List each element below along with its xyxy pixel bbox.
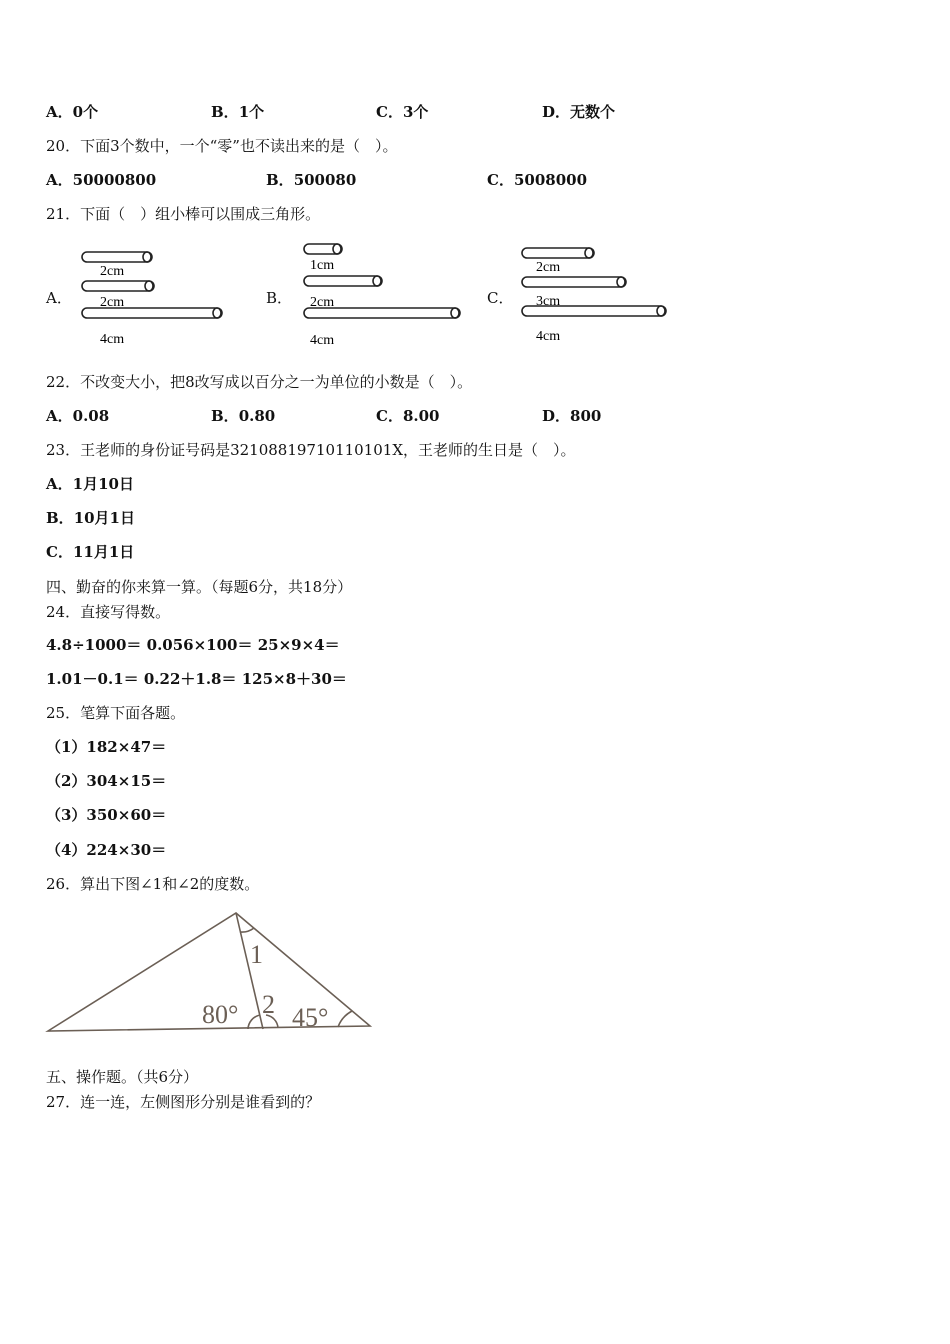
- option-value: 0.08: [72, 407, 110, 425]
- q20-stem: 20．下面3个数中，一个“零”也不读出来的是（ ）。: [46, 137, 398, 155]
- q20-option-b[interactable]: [266, 170, 356, 190]
- stick-end: [145, 281, 153, 291]
- q19-option-c[interactable]: [376, 102, 428, 122]
- q21-sticks-a: [78, 244, 228, 350]
- q24-row-2: 1.01－0.1＝ 0.22＋1.8＝ 125×8＋30＝: [46, 670, 347, 688]
- q27-stem: 27．连一连，左侧图形分别是谁看到的？: [46, 1093, 321, 1111]
- angle-1-label: 1: [250, 940, 263, 969]
- q25-stem: 25．笔算下面各题。: [46, 704, 186, 722]
- stick-end: [657, 306, 665, 316]
- q21-option-c-key[interactable]: C．: [487, 289, 514, 307]
- option-value: 11月1日: [72, 543, 135, 561]
- stick: [522, 248, 594, 258]
- q20-option-c[interactable]: [487, 170, 587, 190]
- option-key: D．: [542, 407, 571, 425]
- q25-item-1: （1）182×47＝: [46, 738, 167, 756]
- stick-end: [373, 276, 381, 286]
- option-value: 5008000: [513, 171, 588, 189]
- stick-end: [451, 308, 459, 318]
- angle-2-label: 2: [262, 990, 275, 1019]
- section-4-title: 四、勤奋的你来算一算。（每题6分，共18分）: [46, 578, 353, 596]
- q22-option-a[interactable]: [46, 406, 109, 426]
- q24-row-1: 4.8÷1000＝ 0.056×100＝ 25×9×4＝: [46, 636, 340, 654]
- stick: [82, 281, 154, 291]
- q26-stem: 26．算出下图∠1和∠2的度数。: [46, 875, 260, 893]
- option-key: C．: [46, 543, 73, 561]
- option-value: 50000800: [72, 171, 157, 189]
- angle-80-label: 80°: [202, 1000, 239, 1029]
- option-value: 10月1日: [73, 509, 135, 527]
- option-key: C．: [376, 103, 403, 121]
- q26-triangle-figure: [40, 905, 380, 1037]
- q23-option-a[interactable]: [46, 474, 134, 494]
- stick-label: 4cm: [310, 333, 335, 348]
- option-key: A．: [46, 103, 73, 121]
- option-key: A．: [46, 407, 73, 425]
- q22-option-c[interactable]: [376, 406, 440, 426]
- angle-1-arc: [240, 928, 254, 932]
- option-value: 1个: [238, 103, 265, 121]
- option-value: 无数个: [570, 103, 616, 121]
- angle-45-label: 45°: [292, 1003, 329, 1032]
- option-value: 0个: [72, 103, 99, 121]
- q21-option-a-key[interactable]: A．: [46, 289, 72, 307]
- angle-left-arc: [248, 1015, 260, 1029]
- q25-item-2: （2）304×15＝: [46, 772, 167, 790]
- option-key: A．: [46, 475, 73, 493]
- option-key: C．: [376, 407, 403, 425]
- q23-option-b[interactable]: [46, 508, 135, 528]
- q20-option-a[interactable]: [46, 170, 156, 190]
- option-value: 8.00: [402, 407, 440, 425]
- option-key: C．: [487, 171, 514, 189]
- option-key: A．: [46, 171, 73, 189]
- stick: [82, 252, 152, 262]
- q19-option-a[interactable]: [46, 102, 98, 122]
- option-value: 800: [570, 407, 602, 425]
- stick-end: [333, 244, 341, 254]
- q21-stem: 21．下面（ ）组小棒可以围成三角形。: [46, 205, 321, 223]
- option-key: B．: [266, 171, 294, 189]
- q21-sticks-b: [298, 238, 468, 350]
- stick-end: [213, 308, 221, 318]
- option-value: 500080: [293, 171, 357, 189]
- q25-item-4: （4）224×30＝: [46, 841, 167, 859]
- q22-option-b[interactable]: [211, 406, 275, 426]
- stick-label: 1cm: [310, 258, 335, 273]
- angle-right-arc: [338, 1011, 352, 1027]
- stick-label: 2cm: [100, 295, 125, 310]
- option-key: D．: [542, 103, 571, 121]
- q25-item-3: （3）350×60＝: [46, 806, 167, 824]
- option-value: 0.80: [238, 407, 276, 425]
- option-key: B．: [46, 509, 74, 527]
- q21-option-b-key[interactable]: B．: [266, 289, 293, 307]
- stick: [522, 277, 626, 287]
- q19-option-d[interactable]: [542, 102, 615, 122]
- stick-label: 4cm: [536, 329, 561, 344]
- stick: [304, 276, 382, 286]
- q23-option-c[interactable]: [46, 542, 134, 562]
- stick-label: 2cm: [536, 260, 561, 275]
- q19-option-b[interactable]: [211, 102, 264, 122]
- stick-end: [617, 277, 625, 287]
- option-key: B．: [211, 407, 239, 425]
- stick: [304, 244, 342, 254]
- stick-label: 2cm: [100, 264, 125, 279]
- q24-stem: 24．直接写得数。: [46, 603, 171, 621]
- stick-label: 4cm: [100, 332, 125, 347]
- stick-end: [585, 248, 593, 258]
- q22-stem: 22．不改变大小，把8改写成以百分之一为单位的小数是（ ）。: [46, 373, 473, 391]
- q21-sticks-c: [516, 240, 676, 348]
- q23-stem: 23．王老师的身份证号码是32108819710110101X，王老师的生日是（ ）。: [46, 441, 576, 459]
- q22-option-d[interactable]: [542, 406, 601, 426]
- stick-label: 3cm: [536, 294, 561, 309]
- stick-label: 2cm: [310, 295, 335, 310]
- stick-end: [143, 252, 151, 262]
- option-value: 1月10日: [72, 475, 134, 493]
- section-5-title: 五、操作题。（共6分）: [46, 1068, 199, 1086]
- option-key: B．: [211, 103, 239, 121]
- option-value: 3个: [402, 103, 429, 121]
